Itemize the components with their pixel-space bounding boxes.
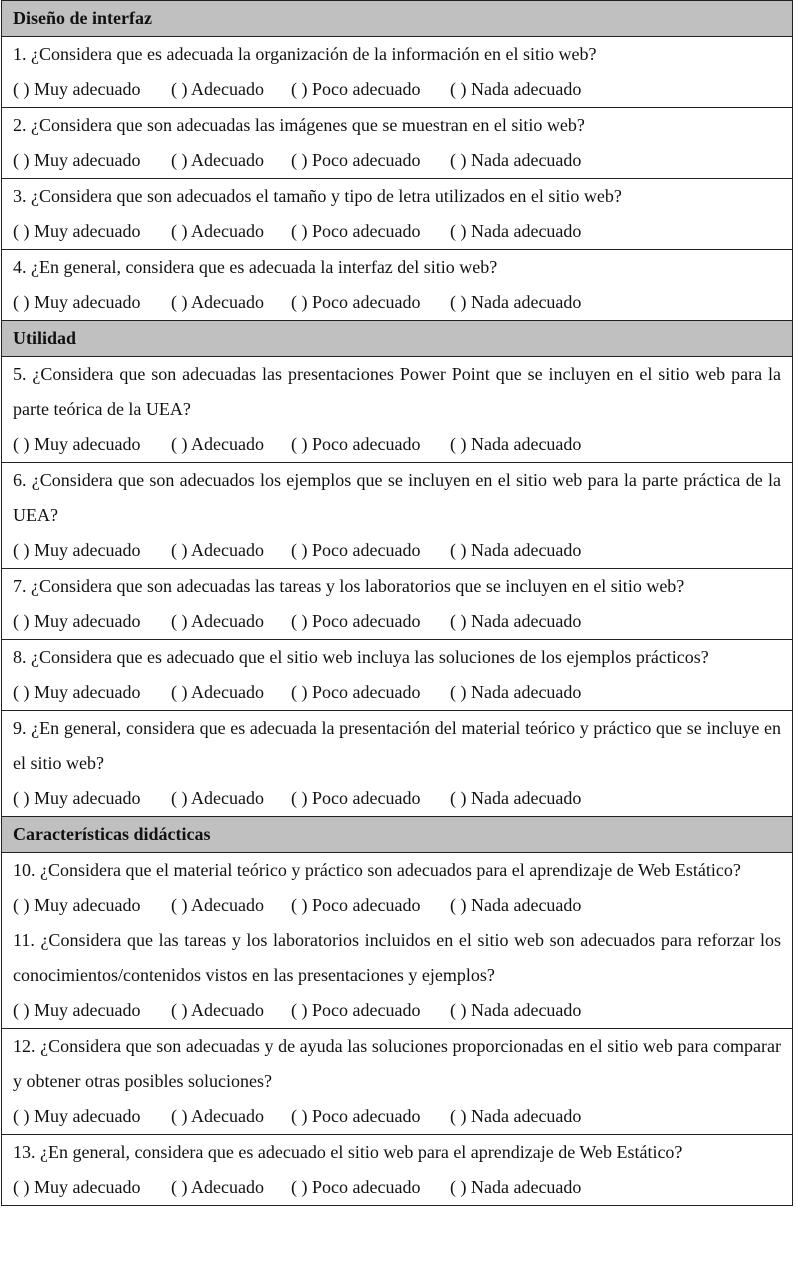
question-cell [2,853,793,1029]
question-cell [2,357,793,463]
answer-option[interactable]: ( ) Muy adecuado [13,895,141,915]
answer-option[interactable]: ( ) Adecuado [171,540,264,560]
question-text: 11. ¿Considera que las tareas y los laboratorios incluidos en el sitio web son adecuados para reforzar los conocimientos/contenidos vistos en las presentaciones y ejemplos? [13,930,781,985]
question-row [2,640,793,711]
question-cell [2,569,793,640]
answer-option[interactable]: ( ) Poco adecuado [291,1106,421,1126]
answer-option[interactable]: ( ) Adecuado [171,1000,264,1020]
question-row [2,1029,793,1135]
section-header [2,1,793,37]
question-text: 13. ¿En general, considera que es adecuado el sitio web para el aprendizaje de Web Estático? [13,1142,683,1162]
question-cell [2,640,793,711]
answer-option[interactable]: ( ) Nada adecuado [450,292,582,312]
answer-option[interactable]: ( ) Adecuado [171,79,264,99]
answer-option[interactable]: ( ) Nada adecuado [450,895,582,915]
answer-option[interactable]: ( ) Poco adecuado [291,788,421,808]
answer-options [13,72,781,107]
answer-option[interactable]: ( ) Poco adecuado [291,1177,421,1197]
answer-options [13,427,781,462]
answer-options [13,214,781,249]
question-text: 12. ¿Considera que son adecuadas y de ayuda las soluciones proporcionadas en el sitio web para comparar y obtener otras posibles soluciones? [13,1036,781,1091]
answer-option[interactable]: ( ) Adecuado [171,895,264,915]
answer-option[interactable]: ( ) Nada adecuado [450,434,582,454]
section-title: Características didácticas [2,817,793,853]
answer-option[interactable]: ( ) Muy adecuado [13,434,141,454]
answer-option[interactable]: ( ) Poco adecuado [291,292,421,312]
answer-option[interactable]: ( ) Muy adecuado [13,1177,141,1197]
answer-option[interactable]: ( ) Muy adecuado [13,788,141,808]
answer-option[interactable]: ( ) Muy adecuado [13,221,141,241]
question-row [2,108,793,179]
answer-option[interactable]: ( ) Poco adecuado [291,682,421,702]
question-text: 8. ¿Considera que es adecuado que el sitio web incluya las soluciones de los ejemplos prácticos? [13,647,709,667]
answer-option[interactable]: ( ) Poco adecuado [291,611,421,631]
answer-option[interactable]: ( ) Nada adecuado [450,788,582,808]
question-row [2,853,793,1029]
question-text: 1. ¿Considera que es adecuada la organización de la información en el sitio web? [13,44,597,64]
question-text: 7. ¿Considera que son adecuadas las tareas y los laboratorios que se incluyen en el sitio web? [13,576,685,596]
question-cell [2,37,793,108]
answer-option[interactable]: ( ) Nada adecuado [450,221,582,241]
question-row [2,1135,793,1206]
answer-option[interactable]: ( ) Poco adecuado [291,150,421,170]
answer-options [13,781,781,816]
question-cell [2,463,793,569]
question-text: 3. ¿Considera que son adecuados el tamaño y tipo de letra utilizados en el sitio web? [13,186,622,206]
answer-option[interactable]: ( ) Muy adecuado [13,150,141,170]
question-cell [2,108,793,179]
answer-option[interactable]: ( ) Nada adecuado [450,1106,582,1126]
question-row [2,569,793,640]
answer-option[interactable]: ( ) Nada adecuado [450,79,582,99]
answer-option[interactable]: ( ) Muy adecuado [13,292,141,312]
section-title: Diseño de interfaz [2,1,793,37]
question-row [2,357,793,463]
question-row [2,37,793,108]
answer-option[interactable]: ( ) Nada adecuado [450,1177,582,1197]
answer-option[interactable]: ( ) Adecuado [171,150,264,170]
answer-option[interactable]: ( ) Adecuado [171,221,264,241]
answer-option[interactable]: ( ) Poco adecuado [291,79,421,99]
section-header [2,817,793,853]
answer-option[interactable]: ( ) Poco adecuado [291,895,421,915]
answer-option[interactable]: ( ) Adecuado [171,611,264,631]
answer-options [13,285,781,320]
question-row [2,463,793,569]
answer-option[interactable]: ( ) Adecuado [171,788,264,808]
answer-option[interactable]: ( ) Muy adecuado [13,79,141,99]
answer-option[interactable]: ( ) Poco adecuado [291,434,421,454]
answer-options [13,1099,781,1134]
answer-option[interactable]: ( ) Muy adecuado [13,1000,141,1020]
answer-options [13,604,781,639]
question-text: 5. ¿Considera que son adecuadas las presentaciones Power Point que se incluyen en el sitio web para la parte teórica de la UEA? [13,364,781,419]
section-header [2,321,793,357]
survey-table [1,0,793,1206]
answer-option[interactable]: ( ) Nada adecuado [450,150,582,170]
question-cell [2,250,793,321]
answer-options [13,143,781,178]
answer-options [13,993,781,1028]
answer-option[interactable]: ( ) Muy adecuado [13,540,141,560]
answer-option[interactable]: ( ) Nada adecuado [450,1000,582,1020]
answer-option[interactable]: ( ) Nada adecuado [450,611,582,631]
answer-option[interactable]: ( ) Nada adecuado [450,682,582,702]
answer-option[interactable]: ( ) Muy adecuado [13,682,141,702]
section-title: Utilidad [2,321,793,357]
question-text: 6. ¿Considera que son adecuados los ejemplos que se incluyen en el sitio web para la parte práctica de la UEA? [13,470,781,525]
answer-options [13,888,781,923]
answer-option[interactable]: ( ) Nada adecuado [450,540,582,560]
answer-options [13,1170,781,1205]
answer-option[interactable]: ( ) Adecuado [171,1177,264,1197]
question-text: 4. ¿En general, considera que es adecuada la interfaz del sitio web? [13,257,498,277]
question-text: 9. ¿En general, considera que es adecuada la presentación del material teórico y práctico que se incluye en el sitio web? [13,718,781,773]
question-row [2,250,793,321]
question-row [2,179,793,250]
answer-option[interactable]: ( ) Adecuado [171,292,264,312]
question-row [2,711,793,817]
answer-options [13,533,781,568]
answer-option[interactable]: ( ) Adecuado [171,682,264,702]
question-text: 2. ¿Considera que son adecuadas las imágenes que se muestran en el sitio web? [13,115,585,135]
question-cell [2,711,793,817]
answer-option[interactable]: ( ) Muy adecuado [13,611,141,631]
question-cell [2,179,793,250]
question-text: 10. ¿Considera que el material teórico y práctico son adecuados para el aprendizaje de Web Estático? [13,860,741,880]
answer-option[interactable]: ( ) Muy adecuado [13,1106,141,1126]
answer-option[interactable]: ( ) Poco adecuado [291,221,421,241]
answer-option[interactable]: ( ) Adecuado [171,434,264,454]
question-cell [2,1135,793,1206]
answer-options [13,675,781,710]
question-cell [2,1029,793,1135]
answer-option[interactable]: ( ) Adecuado [171,1106,264,1126]
answer-option[interactable]: ( ) Poco adecuado [291,540,421,560]
answer-option[interactable]: ( ) Poco adecuado [291,1000,421,1020]
